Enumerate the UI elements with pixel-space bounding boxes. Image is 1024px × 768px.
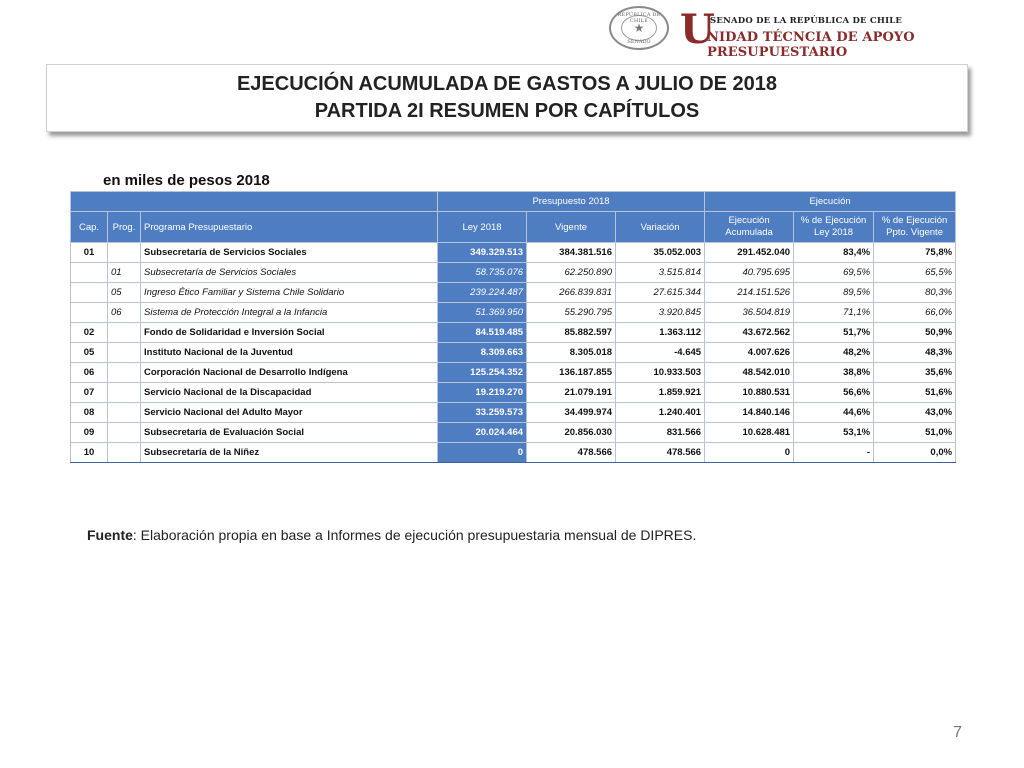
cell-cap: 08: [71, 403, 108, 423]
cell-vigente: 20.856.030: [527, 423, 616, 443]
cell-cap: [71, 283, 108, 303]
cell-ley: 349.329.513: [438, 243, 527, 263]
cell-cap: 06: [71, 363, 108, 383]
title-line-1: EJECUCIÓN ACUMULADA DE GASTOS A JULIO DE 2018: [236, 73, 778, 95]
brand-senado-text: SENADO DE LA REPÚBLICA DE CHILE: [710, 16, 903, 26]
cell-ejec: 10.628.481: [705, 423, 794, 443]
cell-prog: [108, 423, 141, 443]
unit-label: en miles de pesos 2018: [103, 172, 270, 189]
cell-ley: 58.735.076: [438, 263, 527, 283]
cell-pct-ley: 38,8%: [794, 363, 874, 383]
cell-pct-ley: 48,2%: [794, 343, 874, 363]
cell-variacion: 1.240.401: [616, 403, 705, 423]
col-pct-vig: % de Ejecución Ppto. Vigente: [874, 212, 956, 243]
table-row: [71, 243, 956, 263]
col-cap: Cap.: [71, 212, 108, 243]
seal-emblem-icon: ★: [621, 15, 657, 41]
table-body: [71, 243, 956, 463]
cell-prog: [108, 323, 141, 343]
seal-bottom-text: SENADO: [627, 39, 651, 45]
cell-vigente: 266.839.831: [527, 283, 616, 303]
cell-cap: 07: [71, 383, 108, 403]
cell-cap: [71, 303, 108, 323]
cell-ejec: 291.452.040: [705, 243, 794, 263]
cell-pct-vig: 0,0%: [874, 443, 956, 463]
cell-ley: 33.259.573: [438, 403, 527, 423]
col-ley: Ley 2018: [438, 212, 527, 243]
table-row: [71, 443, 956, 463]
cell-prog: [108, 383, 141, 403]
cell-vigente: 136.187.855: [527, 363, 616, 383]
cell-ley: 125.254.352: [438, 363, 527, 383]
cell-pct-vig: 75,8%: [874, 243, 956, 263]
group-ejecucion: Ejecución: [705, 192, 956, 212]
cell-ejec: 4.007.626: [705, 343, 794, 363]
cell-name: Ingreso Ético Familiar y Sistema Chile Solidario: [141, 283, 438, 303]
cell-name: Instituto Nacional de la Juventud: [141, 343, 438, 363]
cell-prog: [108, 363, 141, 383]
col-pct-ley: % de Ejecución Ley 2018: [794, 212, 874, 243]
cell-pct-ley: 83,4%: [794, 243, 874, 263]
cell-variacion: 1.363.112: [616, 323, 705, 343]
title-box: [46, 64, 968, 132]
cell-ley: 8.309.663: [438, 343, 527, 363]
cell-pct-ley: 44,6%: [794, 403, 874, 423]
cell-variacion: 831.566: [616, 423, 705, 443]
cell-vigente: 55.290.795: [527, 303, 616, 323]
cell-ejec: 40.795.695: [705, 263, 794, 283]
cell-name: Sistema de Protección Integral a la Infancia: [141, 303, 438, 323]
source-label: Fuente: [87, 527, 133, 543]
cell-cap: 10: [71, 443, 108, 463]
table-row: [71, 303, 956, 323]
budget-table: [70, 191, 956, 463]
cell-pct-ley: 89,5%: [794, 283, 874, 303]
cell-ley: 51.369.950: [438, 303, 527, 323]
cell-prog: [108, 403, 141, 423]
cell-prog: [108, 243, 141, 263]
table-row: [71, 403, 956, 423]
cell-vigente: 8.305.018: [527, 343, 616, 363]
cell-variacion: -4.645: [616, 343, 705, 363]
seal-top-text: REPÚBLICA DE CHILE: [617, 12, 661, 24]
cell-pct-ley: -: [794, 443, 874, 463]
brand-initial: U: [680, 6, 715, 53]
cell-name: Fondo de Solidaridad e Inversión Social: [141, 323, 438, 343]
cell-pct-vig: 35,6%: [874, 363, 956, 383]
cell-ley: 19.219.270: [438, 383, 527, 403]
table-row: [71, 343, 956, 363]
cell-pct-vig: 50,9%: [874, 323, 956, 343]
cell-ley: 0: [438, 443, 527, 463]
source-text: : Elaboración propia en base a Informes de ejecución presupuestaria mensual de DIPRES.: [132, 527, 697, 543]
cell-name: Subsecretaría de Evaluación Social: [141, 423, 438, 443]
cell-name: Servicio Nacional de la Discapacidad: [141, 383, 438, 403]
cell-variacion: 3.515.814: [616, 263, 705, 283]
table-row: [71, 363, 956, 383]
cell-vigente: 85.882.597: [527, 323, 616, 343]
cell-ejec: 10.880.531: [705, 383, 794, 403]
cell-pct-vig: 51,6%: [874, 383, 956, 403]
cell-pct-ley: 56,6%: [794, 383, 874, 403]
cell-ejec: 0: [705, 443, 794, 463]
cell-name: Servicio Nacional del Adulto Mayor: [141, 403, 438, 423]
cell-variacion: 3.920.845: [616, 303, 705, 323]
cell-variacion: 35.052.003: [616, 243, 705, 263]
cell-vigente: 62.250.890: [527, 263, 616, 283]
col-vigente: Vigente: [527, 212, 616, 243]
cell-ejec: 48.542.010: [705, 363, 794, 383]
cell-cap: 02: [71, 323, 108, 343]
group-presupuesto: Presupuesto 2018: [438, 192, 705, 212]
cell-prog: 01: [108, 263, 141, 283]
cell-cap: 09: [71, 423, 108, 443]
brand-unidad-text: NIDAD TÉCNCIA DE APOYO PRESUPUESTARIO: [707, 30, 915, 60]
col-programa: Programa Presupuestario: [141, 212, 438, 243]
cell-prog: [108, 343, 141, 363]
cell-vigente: 21.079.191: [527, 383, 616, 403]
cell-pct-ley: 51,7%: [794, 323, 874, 343]
cell-pct-vig: 80,3%: [874, 283, 956, 303]
cell-pct-vig: 66,0%: [874, 303, 956, 323]
cell-pct-vig: 43,0%: [874, 403, 956, 423]
cell-pct-ley: 71,1%: [794, 303, 874, 323]
table-row: [71, 383, 956, 403]
cell-ley: 20.024.464: [438, 423, 527, 443]
cell-ejec: 214.151.526: [705, 283, 794, 303]
cell-pct-vig: 65,5%: [874, 263, 956, 283]
cell-name: Subsecretaría de la Niñez: [141, 443, 438, 463]
cell-pct-vig: 51,0%: [874, 423, 956, 443]
cell-variacion: 10.933.503: [616, 363, 705, 383]
col-ejec-acum: Ejecución Acumulada: [705, 212, 794, 243]
header-blank: [71, 192, 438, 212]
cell-name: Subsecretaría de Servicios Sociales: [141, 263, 438, 283]
cell-ejec: 36.504.819: [705, 303, 794, 323]
cell-ejec: 14.840.146: [705, 403, 794, 423]
table-row: [71, 323, 956, 343]
table-row: [71, 283, 956, 303]
cell-variacion: 1.859.921: [616, 383, 705, 403]
table-row: [71, 423, 956, 443]
senado-seal-logo: [609, 6, 669, 50]
cell-pct-vig: 48,3%: [874, 343, 956, 363]
cell-cap: 01: [71, 243, 108, 263]
cell-pct-ley: 69,5%: [794, 263, 874, 283]
title-line-2: PARTIDA 2I RESUMEN POR CAPÍTULOS: [314, 100, 700, 122]
cell-pct-ley: 53,1%: [794, 423, 874, 443]
col-prog: Prog.: [108, 212, 141, 243]
cell-ejec: 43.672.562: [705, 323, 794, 343]
cell-cap: 05: [71, 343, 108, 363]
cell-ley: 239.224.487: [438, 283, 527, 303]
cell-name: Subsecretaría de Servicios Sociales: [141, 243, 438, 263]
cell-cap: [71, 263, 108, 283]
source-note: [87, 527, 696, 543]
cell-vigente: 384.381.516: [527, 243, 616, 263]
cell-vigente: 34.499.974: [527, 403, 616, 423]
cell-prog: 06: [108, 303, 141, 323]
cell-prog: 05: [108, 283, 141, 303]
cell-variacion: 478.566: [616, 443, 705, 463]
page-number: 7: [953, 724, 962, 741]
col-variacion: Variación: [616, 212, 705, 243]
cell-ley: 84.519.485: [438, 323, 527, 343]
cell-variacion: 27.615.344: [616, 283, 705, 303]
cell-name: Corporación Nacional de Desarrollo Indígena: [141, 363, 438, 383]
cell-prog: [108, 443, 141, 463]
cell-vigente: 478.566: [527, 443, 616, 463]
table-row: [71, 263, 956, 283]
